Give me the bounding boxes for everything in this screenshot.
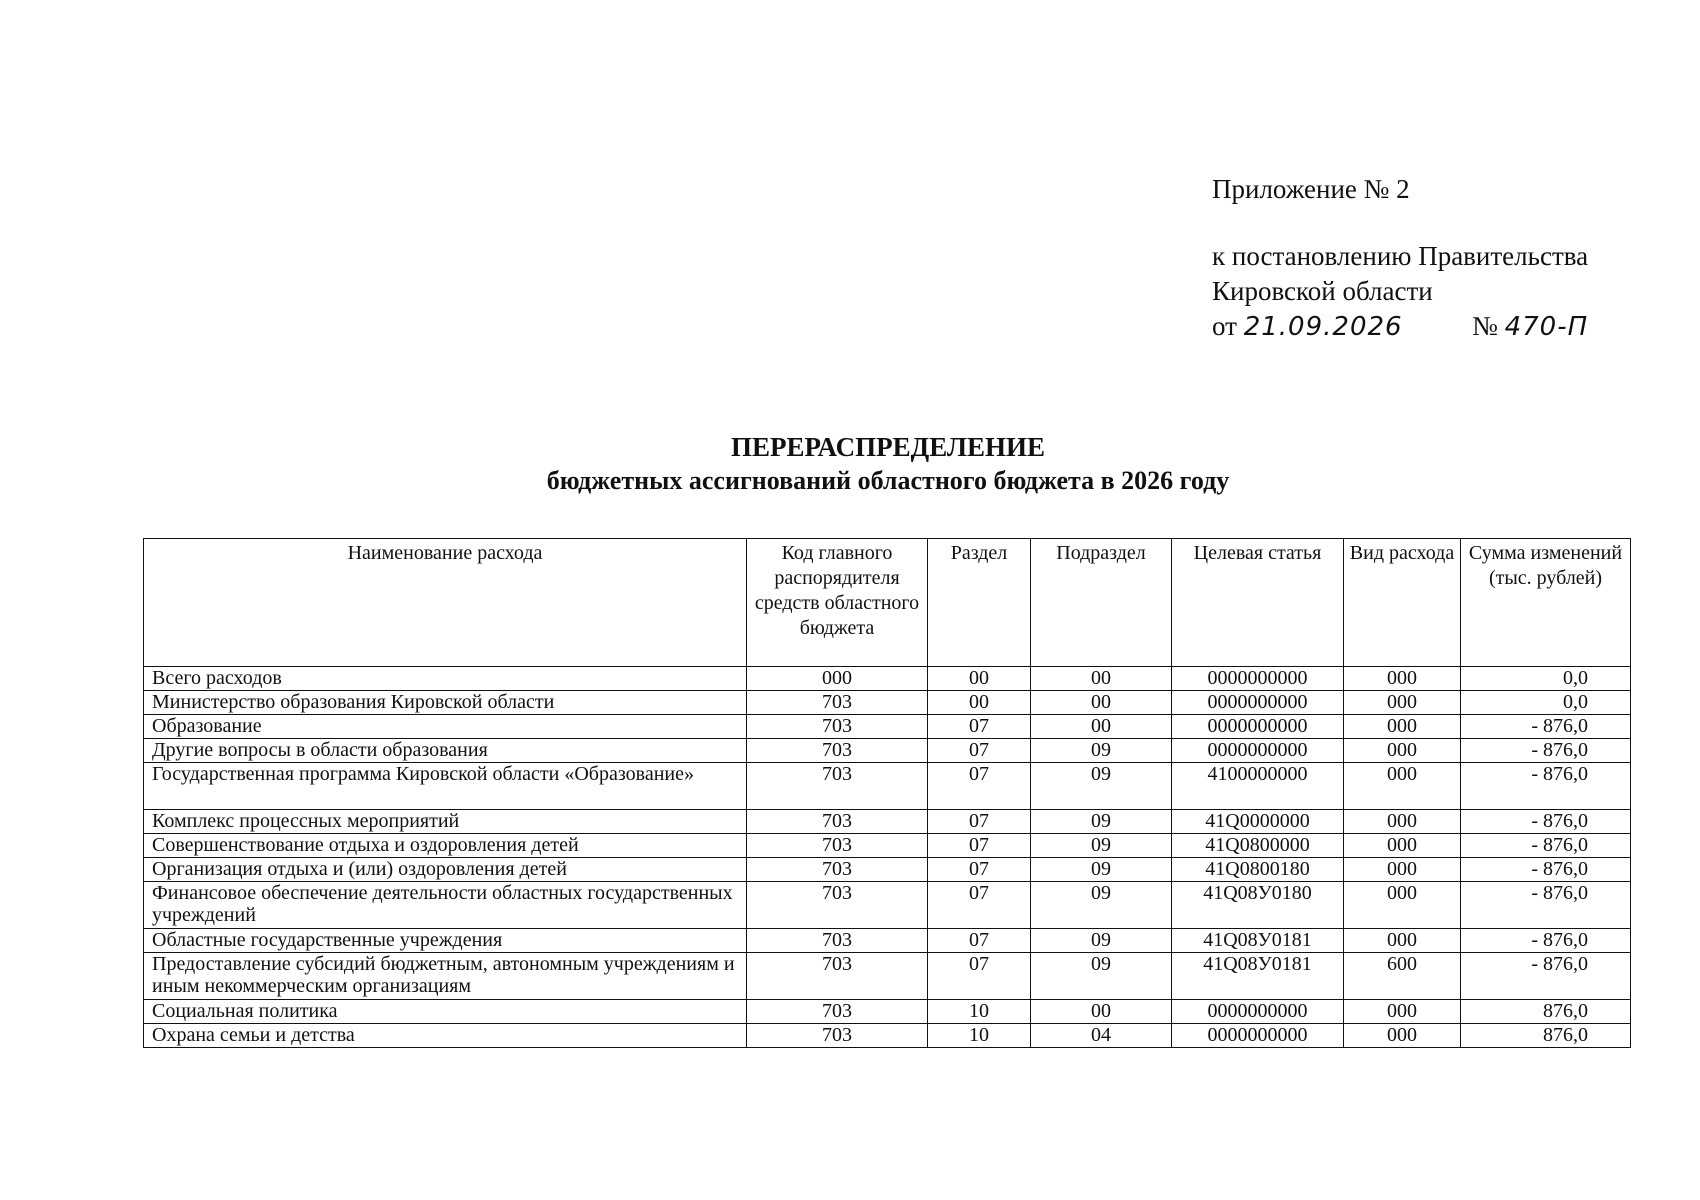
table-row bbox=[144, 834, 1631, 858]
table-row bbox=[144, 1024, 1631, 1048]
row-section: 07 bbox=[928, 763, 1031, 810]
row-type: 000 bbox=[1344, 715, 1461, 739]
header-amount: Сумма изменений (тыс. рублей) bbox=[1461, 539, 1631, 667]
table-row bbox=[144, 691, 1631, 715]
row-type: 000 bbox=[1344, 882, 1461, 929]
document-title bbox=[0, 430, 1700, 498]
header-type: Вид расхода bbox=[1344, 539, 1461, 667]
row-article: 0000000000 bbox=[1172, 1024, 1344, 1048]
row-name: Предоставление субсидий бюджетным, автономным учреждениям и иным некоммерческим организациям bbox=[144, 953, 747, 1000]
table-row bbox=[144, 763, 1631, 810]
row-article: 41Q08У0181 bbox=[1172, 929, 1344, 953]
date-prefix: от bbox=[1212, 311, 1237, 341]
row-code: 703 bbox=[747, 1000, 928, 1024]
row-code: 703 bbox=[747, 1024, 928, 1048]
appendix-resolution-line: к постановлению Правительства bbox=[1212, 241, 1589, 271]
row-section: 07 bbox=[928, 882, 1031, 929]
row-name: Финансовое обеспечение деятельности областных государственных учреждений bbox=[144, 882, 747, 929]
header-subsection: Подраздел bbox=[1031, 539, 1172, 667]
row-type: 000 bbox=[1344, 1024, 1461, 1048]
row-code: 703 bbox=[747, 834, 928, 858]
row-subsection: 00 bbox=[1031, 691, 1172, 715]
row-article: 41Q0800000 bbox=[1172, 834, 1344, 858]
row-amount: - 876,0 bbox=[1461, 810, 1631, 834]
row-code: 703 bbox=[747, 715, 928, 739]
row-section: 00 bbox=[928, 691, 1031, 715]
row-subsection: 09 bbox=[1031, 929, 1172, 953]
row-amount: - 876,0 bbox=[1461, 858, 1631, 882]
table-row bbox=[144, 715, 1631, 739]
row-section: 07 bbox=[928, 929, 1031, 953]
row-article: 41Q08У0181 bbox=[1172, 953, 1344, 1000]
row-amount: - 876,0 bbox=[1461, 953, 1631, 1000]
row-amount: - 876,0 bbox=[1461, 834, 1631, 858]
title-main: ПЕРЕРАСПРЕДЕЛЕНИЕ bbox=[730, 432, 1046, 462]
row-code: 703 bbox=[747, 858, 928, 882]
row-amount: - 876,0 bbox=[1461, 929, 1631, 953]
row-code: 703 bbox=[747, 810, 928, 834]
row-name: Образование bbox=[144, 715, 747, 739]
row-article: 4100000000 bbox=[1172, 763, 1344, 810]
row-article: 0000000000 bbox=[1172, 691, 1344, 715]
table-row bbox=[144, 858, 1631, 882]
row-name: Областные государственные учреждения bbox=[144, 929, 747, 953]
row-code: 703 bbox=[747, 739, 928, 763]
row-amount: - 876,0 bbox=[1461, 715, 1631, 739]
row-type: 000 bbox=[1344, 810, 1461, 834]
row-name: Другие вопросы в области образования bbox=[144, 739, 747, 763]
row-article: 41Q08У0180 bbox=[1172, 882, 1344, 929]
row-subsection: 00 bbox=[1031, 715, 1172, 739]
row-type: 000 bbox=[1344, 763, 1461, 810]
row-section: 07 bbox=[928, 739, 1031, 763]
row-amount: - 876,0 bbox=[1461, 882, 1631, 929]
number-prefix: № bbox=[1472, 311, 1498, 341]
row-code: 703 bbox=[747, 882, 928, 929]
row-name: Комплекс процессных мероприятий bbox=[144, 810, 747, 834]
row-type: 000 bbox=[1344, 834, 1461, 858]
row-section: 07 bbox=[928, 810, 1031, 834]
row-subsection: 09 bbox=[1031, 810, 1172, 834]
row-type: 000 bbox=[1344, 1000, 1461, 1024]
header-code: Код главного распорядителя средств областного бюджета bbox=[747, 539, 928, 667]
row-amount: 0,0 bbox=[1461, 667, 1631, 691]
row-name: Министерство образования Кировской области bbox=[144, 691, 747, 715]
row-subsection: 09 bbox=[1031, 739, 1172, 763]
row-section: 07 bbox=[928, 834, 1031, 858]
row-subsection: 09 bbox=[1031, 882, 1172, 929]
row-subsection: 09 bbox=[1031, 858, 1172, 882]
table-row bbox=[144, 739, 1631, 763]
row-subsection: 04 bbox=[1031, 1024, 1172, 1048]
row-article: 41Q0000000 bbox=[1172, 810, 1344, 834]
row-type: 000 bbox=[1344, 691, 1461, 715]
row-code: 703 bbox=[747, 953, 928, 1000]
row-subsection: 00 bbox=[1031, 667, 1172, 691]
row-section: 10 bbox=[928, 1024, 1031, 1048]
row-code: 703 bbox=[747, 763, 928, 810]
row-amount: 0,0 bbox=[1461, 691, 1631, 715]
appendix-date-line bbox=[1212, 309, 1588, 344]
row-amount: - 876,0 bbox=[1461, 763, 1631, 810]
row-section: 00 bbox=[928, 667, 1031, 691]
row-type: 000 bbox=[1344, 929, 1461, 953]
row-name: Всего расходов bbox=[144, 667, 747, 691]
header-name: Наименование расхода bbox=[144, 539, 747, 667]
row-code: 000 bbox=[747, 667, 928, 691]
row-subsection: 09 bbox=[1031, 953, 1172, 1000]
row-name: Социальная политика bbox=[144, 1000, 747, 1024]
row-name: Организация отдыха и (или) оздоровления детей bbox=[144, 858, 747, 882]
row-section: 07 bbox=[928, 715, 1031, 739]
appendix-number: Приложение № 2 bbox=[1212, 174, 1410, 204]
row-subsection: 09 bbox=[1031, 763, 1172, 810]
budget-table bbox=[143, 538, 1631, 1048]
handwritten-date: 21.09.2026 bbox=[1243, 312, 1403, 342]
table-row bbox=[144, 953, 1631, 1000]
row-subsection: 09 bbox=[1031, 834, 1172, 858]
handwritten-number: 470-П bbox=[1504, 312, 1589, 342]
row-article: 0000000000 bbox=[1172, 715, 1344, 739]
row-section: 07 bbox=[928, 953, 1031, 1000]
row-code: 703 bbox=[747, 691, 928, 715]
row-type: 000 bbox=[1344, 667, 1461, 691]
row-section: 10 bbox=[928, 1000, 1031, 1024]
table-header-row bbox=[144, 539, 1631, 667]
row-name: Охрана семьи и детства bbox=[144, 1024, 747, 1048]
row-name: Совершенствование отдыха и оздоровления детей bbox=[144, 834, 747, 858]
row-subsection: 00 bbox=[1031, 1000, 1172, 1024]
row-article: 0000000000 bbox=[1172, 667, 1344, 691]
row-article: 41Q0800180 bbox=[1172, 858, 1344, 882]
row-section: 07 bbox=[928, 858, 1031, 882]
row-code: 703 bbox=[747, 929, 928, 953]
row-amount: 876,0 bbox=[1461, 1024, 1631, 1048]
appendix-region-line: Кировской области bbox=[1212, 276, 1433, 306]
table-row bbox=[144, 810, 1631, 834]
header-article: Целевая статья bbox=[1172, 539, 1344, 667]
table-row bbox=[144, 667, 1631, 691]
table-row bbox=[144, 1000, 1631, 1024]
row-article: 0000000000 bbox=[1172, 1000, 1344, 1024]
header-section: Раздел bbox=[928, 539, 1031, 667]
table-row bbox=[144, 882, 1631, 929]
row-name: Государственная программа Кировской области «Образование» bbox=[144, 763, 747, 810]
row-article: 0000000000 bbox=[1172, 739, 1344, 763]
row-type: 000 bbox=[1344, 858, 1461, 882]
title-subtitle: бюджетных ассигнований областного бюджета в 2026 году bbox=[546, 466, 1230, 495]
row-type: 600 bbox=[1344, 953, 1461, 1000]
row-amount: 876,0 bbox=[1461, 1000, 1631, 1024]
appendix-block bbox=[1212, 172, 1588, 344]
row-amount: - 876,0 bbox=[1461, 739, 1631, 763]
table-row bbox=[144, 929, 1631, 953]
row-type: 000 bbox=[1344, 739, 1461, 763]
